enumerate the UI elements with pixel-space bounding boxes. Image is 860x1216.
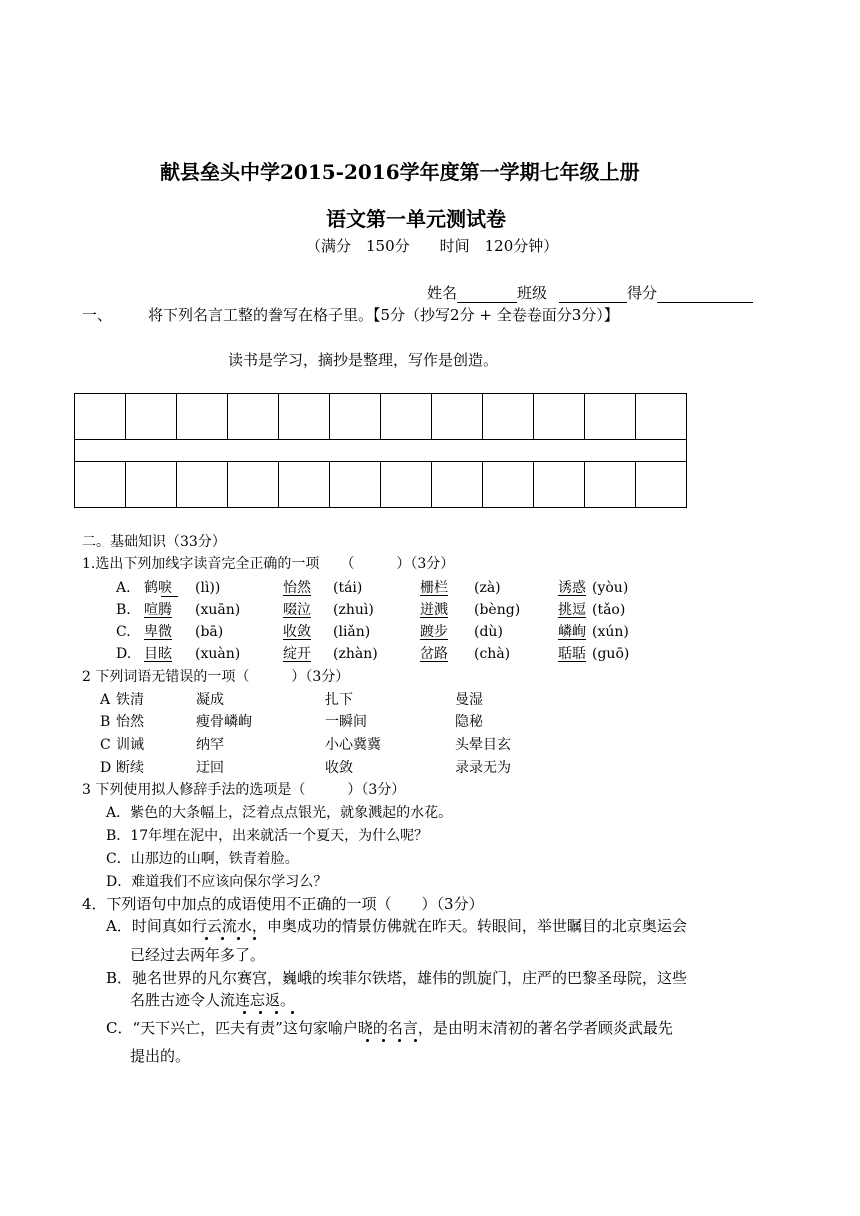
- word-underlined: 目眩: [144, 646, 172, 662]
- grid-cell[interactable]: [126, 394, 177, 440]
- emphasis-dot: [398, 1039, 401, 1042]
- q4-option-b-line2: 名胜古迹令人流连忘返。: [130, 991, 296, 1009]
- word: 头晕目玄: [455, 737, 511, 753]
- pinyin: (tái): [333, 580, 363, 596]
- grid-cell[interactable]: [585, 462, 636, 508]
- grid-cell[interactable]: [534, 462, 585, 508]
- q3-stem: 3 下列使用拟人修辞手法的选项是（ ）（3分）: [82, 782, 406, 798]
- option-letter: D.: [116, 646, 132, 662]
- word-underlined: 怡然: [283, 580, 311, 596]
- emphasis-dot: [414, 1039, 417, 1042]
- grid-cell[interactable]: [381, 462, 432, 508]
- pinyin: (bā): [195, 624, 224, 640]
- pinyin: (xún): [592, 624, 629, 640]
- option-letter: A.: [116, 580, 131, 596]
- word: 曼湿: [455, 692, 483, 708]
- pinyin: (lì)): [195, 580, 221, 596]
- student-info-line: [427, 283, 753, 303]
- option-letter: B.: [116, 602, 131, 618]
- q4-option-c-line2: 提出的。: [130, 1047, 191, 1065]
- word: 纳罕: [196, 737, 224, 753]
- word: 怡然: [116, 714, 144, 730]
- word: 断续: [116, 760, 144, 776]
- grid-cell[interactable]: [330, 394, 381, 440]
- emphasis-dot: [382, 1039, 385, 1042]
- word: 迂回: [196, 760, 224, 776]
- option-letter: A: [100, 692, 111, 708]
- name-field[interactable]: [457, 286, 517, 303]
- word: 录录无为: [455, 760, 511, 776]
- word: 小心冀冀: [325, 737, 381, 753]
- word-underlined: 卑微: [144, 624, 172, 640]
- option-letter: C.: [116, 624, 131, 640]
- grid-cell[interactable]: [75, 462, 126, 508]
- word-underlined: 岔路: [420, 646, 448, 662]
- word-underlined: 诱惑: [558, 580, 586, 596]
- pinyin: (bèng): [474, 602, 521, 618]
- grid-cell[interactable]: [483, 462, 534, 508]
- emphasis-dot: [237, 937, 240, 940]
- word: 隐秘: [455, 714, 483, 730]
- word-underlined: 迸溅: [420, 602, 448, 618]
- q4-stem: 4．下列语句中加点的成语使用不正确的一项（ ）（3分）: [82, 895, 484, 913]
- q3-option-c: C．山那边的山啊，铁青着脸。: [106, 851, 299, 867]
- class-label: 班级: [517, 284, 548, 302]
- pinyin: (guō): [592, 646, 630, 662]
- q4-option-a-line1: A．时间真如行云流水，申奥成功的情景仿佛就在昨天。转眼间，举世瞩目的北京奥运会: [106, 917, 687, 935]
- word-underlined: 踱步: [420, 624, 448, 640]
- emphasis-dot: [275, 1011, 278, 1014]
- option-letter: D: [100, 760, 112, 776]
- pinyin: (xuān): [195, 602, 241, 618]
- word: 训诫: [116, 737, 144, 753]
- name-label: 姓名: [427, 284, 458, 302]
- q3-option-b: B．17年埋在泥中，出来就活一个夏天，为什么呢？: [106, 828, 429, 844]
- word-underlined: 聒聒: [558, 646, 586, 662]
- pinyin: (zà): [474, 580, 501, 596]
- grid-cell[interactable]: [534, 394, 585, 440]
- grid-spacer-row: [75, 440, 687, 462]
- grid-cell[interactable]: [636, 462, 687, 508]
- grid-cell[interactable]: [177, 394, 228, 440]
- option-letter: B: [100, 714, 111, 730]
- section2-heading: 二。基础知识（33分）: [82, 534, 226, 550]
- grid-cell[interactable]: [177, 462, 228, 508]
- word-underlined: 绽开: [283, 646, 311, 662]
- q1-stem: 1.选出下列加线字读音完全正确的一项 （ ）（3分）: [82, 556, 455, 572]
- section1-number: 一、: [82, 306, 113, 324]
- pinyin: (chà): [474, 646, 511, 662]
- word: 扎下: [325, 692, 353, 708]
- word-underlined: 喧腾: [144, 602, 172, 618]
- pinyin: (yòu): [592, 580, 629, 596]
- word: 凝成: [196, 692, 224, 708]
- q4-option-a-line2: 已经过去两年多了。: [130, 946, 266, 964]
- emphasis-dot: [205, 937, 208, 940]
- option-letter: C: [100, 737, 111, 753]
- grid-cell[interactable]: [381, 394, 432, 440]
- grid-cell[interactable]: [126, 462, 177, 508]
- word-underlined: 挑逗: [558, 602, 586, 618]
- word-underlined: 啜泣: [283, 602, 311, 618]
- writing-grid: [74, 393, 687, 508]
- word: 铁清: [116, 692, 144, 708]
- grid-cell[interactable]: [432, 394, 483, 440]
- pinyin: (xuàn): [195, 646, 241, 662]
- section1-quote: 读书是学习，摘抄是整理，写作是创造。: [228, 351, 499, 369]
- exam-title-line1: 献县垒头中学2015-2016学年度第一学期七年级上册: [160, 160, 640, 184]
- score-label: 得分: [627, 284, 658, 302]
- grid-cell[interactable]: [432, 462, 483, 508]
- grid-cell[interactable]: [228, 394, 279, 440]
- word: 一瞬间: [325, 714, 367, 730]
- class-field[interactable]: [559, 286, 627, 303]
- pinyin: (liǎn): [333, 624, 371, 640]
- word-underlined: 收敛: [283, 624, 311, 640]
- emphasis-dot: [291, 1011, 294, 1014]
- section1-instruction: 将下列名言工整的誊写在格子里。【5分（抄写2分 + 全卷卷面分3分）】: [148, 306, 619, 324]
- emphasis-dot: [366, 1039, 369, 1042]
- pinyin: (zhàn): [333, 646, 378, 662]
- exam-title-line2: 语文第一单元测试卷: [326, 207, 506, 231]
- grid-cell[interactable]: [279, 462, 330, 508]
- q3-option-a: A．紫色的大条幅上，泛着点点银光，就象溅起的水花。: [106, 805, 453, 821]
- pinyin: (zhuì): [333, 602, 374, 618]
- q4-option-c-line1: C．“天下兴亡，匹夫有责”这句家喻户晓的名言，是由明末清初的著名学者顾炎武最先: [106, 1019, 673, 1037]
- grid-cell[interactable]: [483, 394, 534, 440]
- word: 鹤唳: [144, 580, 172, 596]
- word: 瘦骨嶙峋: [196, 714, 252, 730]
- emphasis-dot: [259, 1011, 262, 1014]
- q3-option-d: D．难道我们不应该向保尔学习么？: [106, 874, 328, 890]
- grid-cell[interactable]: [279, 394, 330, 440]
- q4-option-b-line1: B．驰名世界的凡尔赛宫，巍峨的埃菲尔铁塔，雄伟的凯旋门，庄严的巴黎圣母院，这些: [106, 969, 688, 987]
- exam-subtitle: （满分 150分 时间 120分钟）: [306, 237, 559, 255]
- emphasis-dot: [243, 1011, 246, 1014]
- q2-stem: 2 下列词语无错误的一项（ ）（3分）: [82, 669, 350, 685]
- word-underlined: 嶙峋: [558, 624, 586, 640]
- grid-cell[interactable]: [228, 462, 279, 508]
- score-field[interactable]: [657, 286, 753, 303]
- emphasis-dot: [253, 937, 256, 940]
- grid-cell[interactable]: [636, 394, 687, 440]
- pinyin: (dù): [474, 624, 503, 640]
- grid-cell[interactable]: [330, 462, 381, 508]
- grid-cell[interactable]: [75, 394, 126, 440]
- emphasis-dot: [221, 937, 224, 940]
- word-underlined: 栅栏: [420, 580, 448, 596]
- underline-mark: [161, 578, 178, 597]
- grid-cell[interactable]: [585, 394, 636, 440]
- word: 收敛: [325, 760, 353, 776]
- pinyin: (tǎo): [592, 602, 626, 618]
